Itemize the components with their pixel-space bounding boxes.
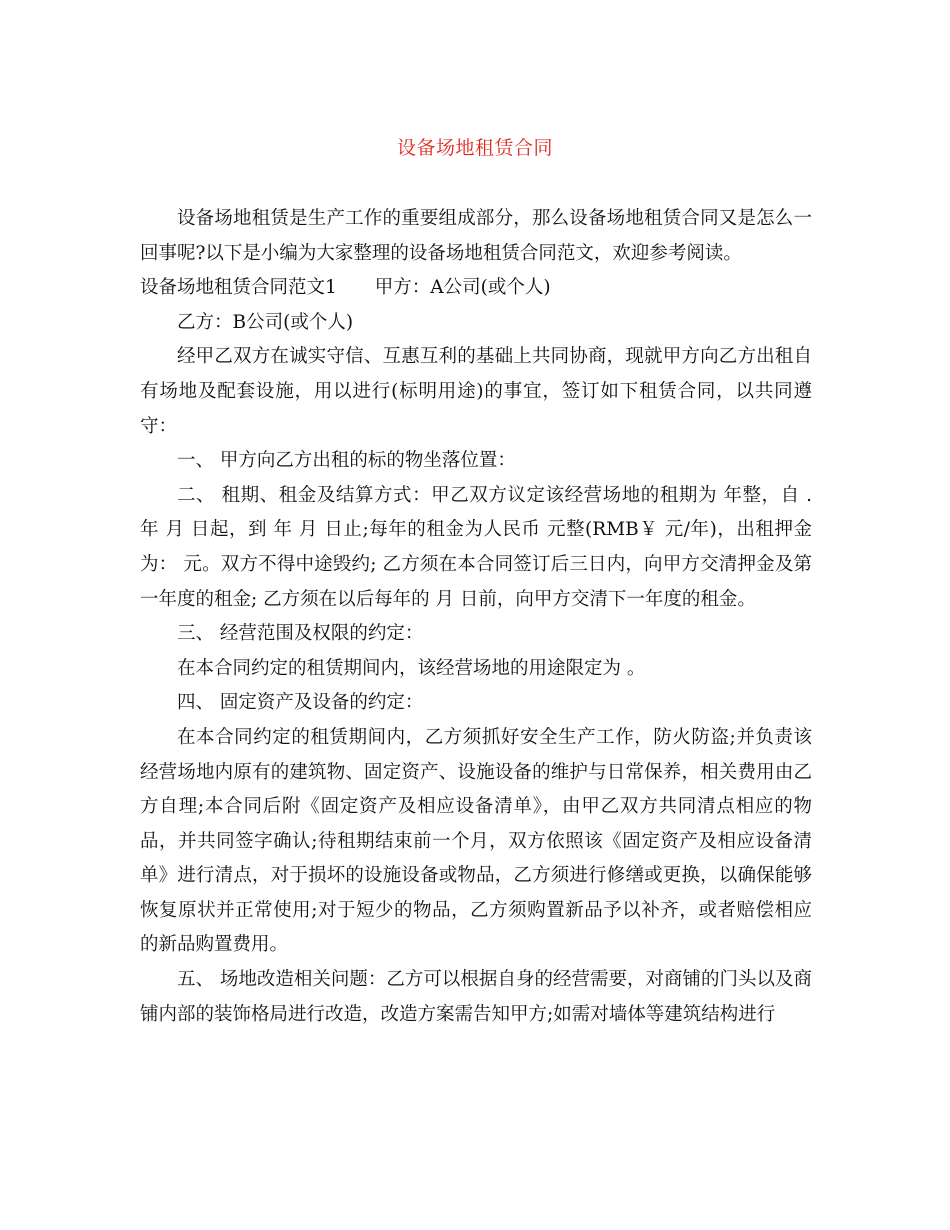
party-b: 乙方：B公司(或个人) [177,311,354,333]
document-title: 设备场地租赁合同 [396,137,553,159]
clause-4-body: 在本合同约定的租赁期间内，乙方须抓好安全生产工作，防火防盗;并负责该经营场地内原有的建筑物、固定资产、设施设备的维护与日常保养，相关费用由乙方自理;本合同后附《固定资产及相应设备清单》，由甲乙双方共同清点相应的物品，并共同签字确认;待租期结束前一个月，双方依照该《固定资产及相应设备清单》进行清点，对于损坏的设施设备或物品，乙方须进行修缮或更换，以确保能够恢复原状并正常使用;对于短少的物品，乙方须购置新品予以补齐，或者赔偿相应的新品购置费用。 [140,726,812,956]
sample-heading: 设备场地租赁合同范文1 [140,277,337,299]
preamble-paragraph: 经甲乙双方在诚实守信、互惠互利的基础上共同协商，现就甲方向乙方出租自有场地及配套设施，用以进行(标明用途)的事宜，签订如下租赁合同，以共同遵守： [140,346,812,437]
party-a: 甲方：A公司(或个人) [374,277,551,299]
clause-2-body: 甲乙双方议定该经营场地的租期为 年整，自 . 年 月 日起，到 年 月 日止;每年的租金为人民币 元整(RMB￥ 元/年)，出租押金为： 元。双方不得中途毁约; 乙方须在本合同签订后三日内，向甲方交清押金及第一年度的租金; 乙方须在以后每年的 月 日前，向甲方交清下一年度的租金。 [140,484,812,610]
clause-2-heading: 二、 租期、租金及结算方式： [177,484,432,506]
clause-4-heading: 四、 固定资产及设备的约定： [177,692,424,714]
clause-3-body: 在本合同约定的租赁期间内，该经营场地的用途限定为 。 [177,657,646,679]
clause-2 [140,479,812,617]
sample-heading-line [140,271,812,306]
intro-paragraph: 设备场地租赁是生产工作的重要组成部分，那么设备场地租赁合同又是怎么一回事呢?以下是小编为大家整理的设备场地租赁合同范文，欢迎参考阅读。 [140,208,812,264]
clause-3-heading: 三、 经营范围及权限的约定： [177,623,424,645]
document-body [140,202,812,1032]
clause-1-heading: 一、 甲方向乙方出租的标的物坐落位置： [177,450,516,472]
clause-5-heading: 五、 场地改造相关问题： [177,969,387,991]
clause-5 [140,963,812,1032]
clause-5-body: 乙方可以根据自身的经营需要，对商铺的门头以及商铺内部的装饰格局进行改造，改造方案需告知甲方;如需对墙体等建筑结构进行 [140,969,812,1025]
